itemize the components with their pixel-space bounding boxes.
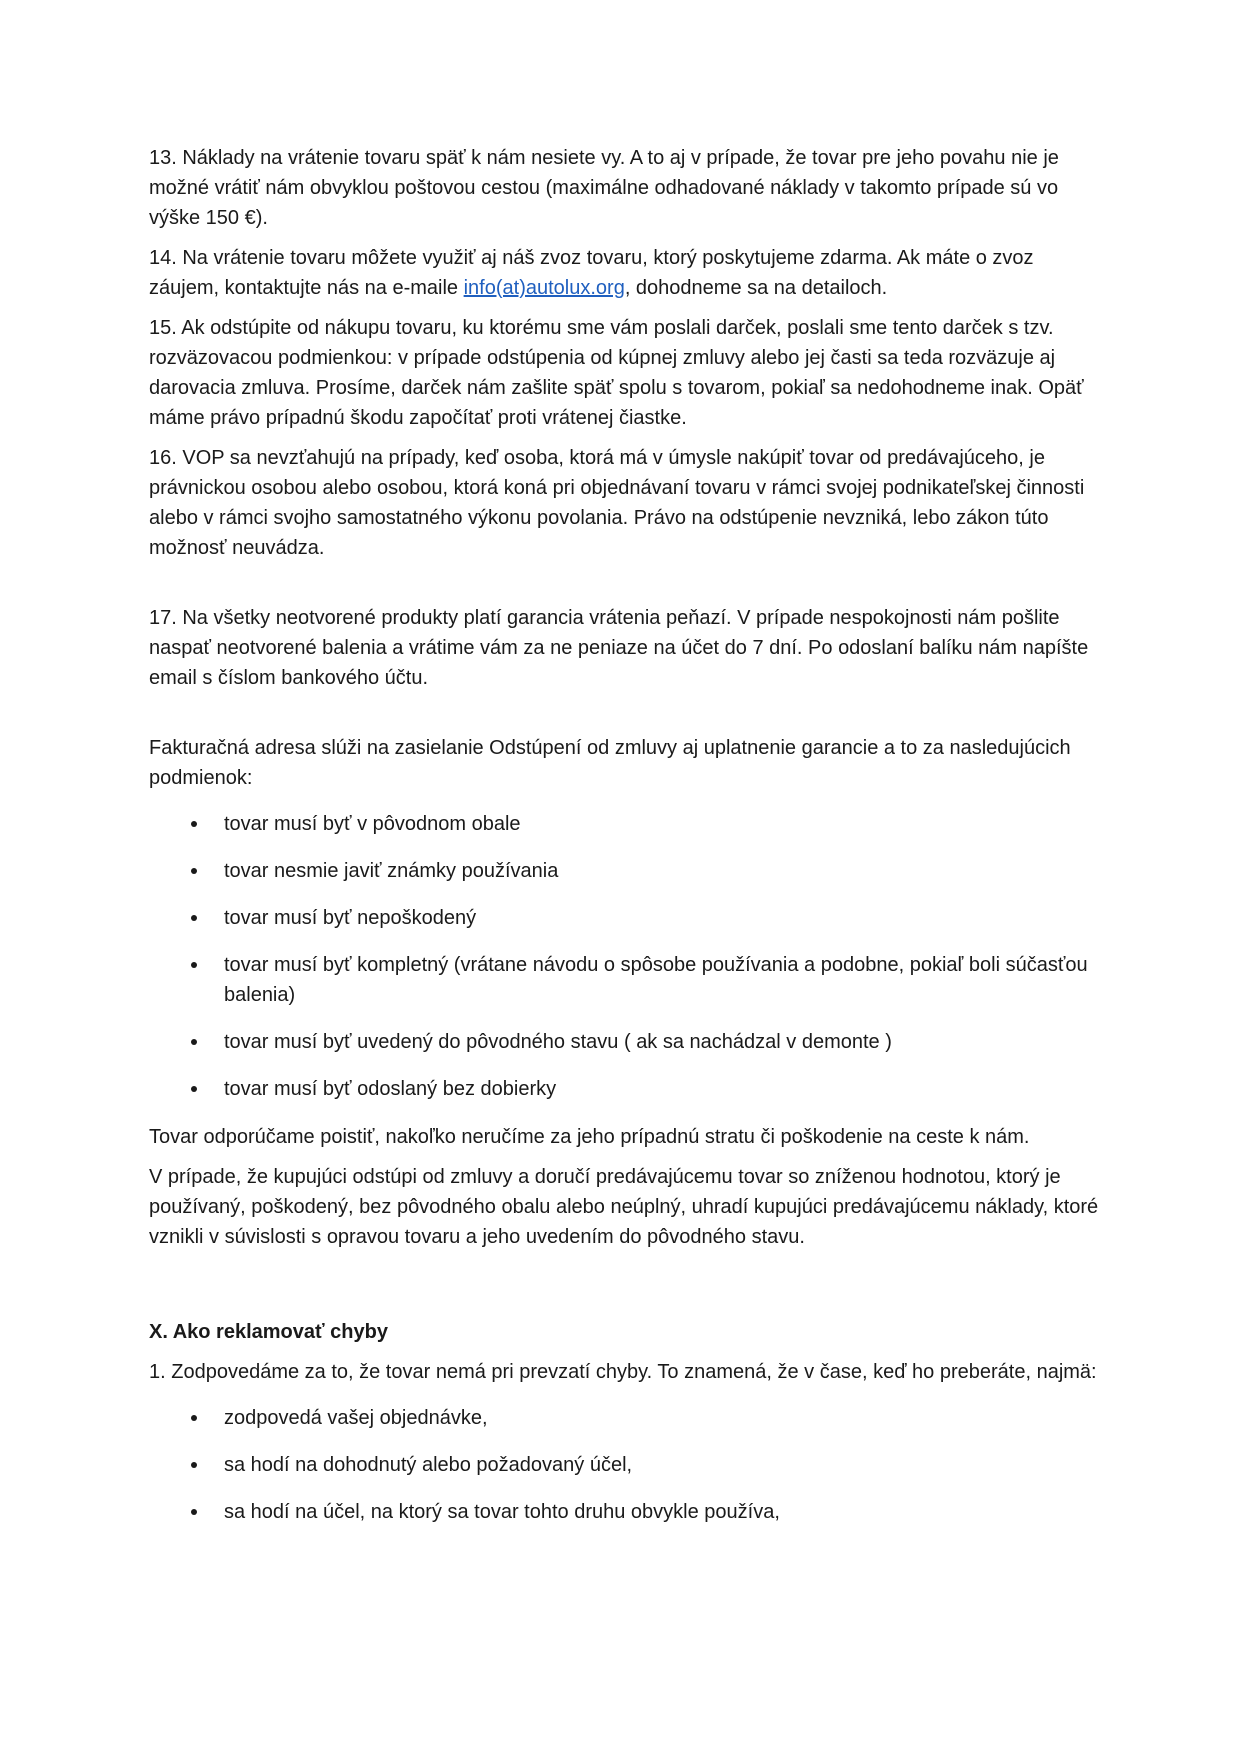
section-heading: X. Ako reklamovať chyby (149, 1321, 388, 1343)
list-item: sa hodí na účel, na ktorý sa tovar tohto druhu obvykle používa, (149, 1497, 1099, 1527)
damaged-goods-note: V prípade, že kupujúci odstúpi od zmluvy a doručí predávajúcemu tovar so zníženou hodnotou, ktorý je používaný, poškodený, bez pôvodného obalu alebo neúplný, uhradí kupujúci predávajúcemu náklady, ktoré vznikli v súvislosti s opravou tovaru a jeho uvedením do pôvodného stavu. (149, 1166, 1099, 1248)
paragraph-16: 16. VOP sa nevzťahujú na prípady, keď osoba, ktorá má v úmysle nakúpiť tovar od predávajúceho, je právnickou osobou alebo osobou, ktorá koná pri objednávaní tovaru v rámci svojej podnikateľskej činnosti alebo v rámci svojho samostatného výkonu povolania. Právo na odstúpenie nevzniká, lebo zákon túto možnosť neuvádza. (149, 447, 1085, 559)
insurance-note: Tovar odporúčame poistiť, nakoľko neručíme za jeho prípadnú stratu či poškodenie na ceste k nám. (149, 1126, 1030, 1148)
list-item: zodpovedá vašej objednávke, (149, 1403, 1099, 1433)
paragraph-14-text: 14. Na vrátenie tovaru môžete využiť aj náš zvoz tovaru, ktorý poskytujeme zdarma. Ak máte o zvoz záujem, kontaktujte nás na e-maile (149, 247, 1034, 299)
paragraph-17: 17. Na všetky neotvorené produkty platí garancia vrátenia peňazí. V prípade nespokojnosti nám pošlite naspať neotvorené balenia a vrátime vám za ne peniaze na účet do 7 dní. Po odoslaní balíku nám napíšte email s číslom bankového účtu. (149, 607, 1089, 689)
billing-intro: Fakturačná adresa slúži na zasielanie Odstúpení od zmluvy aj uplatnenie garancie a to za nasledujúcich podmienok: (149, 737, 1071, 789)
list-item: tovar musí byť nepoškodený (149, 903, 1099, 933)
paragraph-14 (149, 243, 1099, 303)
list-item: tovar nesmie javiť známky používania (149, 856, 1099, 886)
claim-list (149, 1403, 1099, 1527)
list-item: tovar musí byť uvedený do pôvodného stavu ( ak sa nachádzal v demonte ) (149, 1027, 1099, 1057)
list-item: tovar musí byť v pôvodnom obale (149, 809, 1099, 839)
list-item: sa hodí na dohodnutý alebo požadovaný účel, (149, 1450, 1099, 1480)
claim-paragraph-1: 1. Zodpovedáme za to, že tovar nemá pri prevzatí chyby. To znamená, že v čase, keď ho preberáte, najmä: (149, 1361, 1097, 1383)
paragraph-15: 15. Ak odstúpite od nákupu tovaru, ku ktorému sme vám poslali darček, poslali sme tento darček s tzv. rozväzovacou podmienkou: v prípade odstúpenia od kúpnej zmluvy alebo jej časti sa teda rozväzuje aj darovacia zmluva. Prosíme, darček nám zašlite späť spolu s tovarom, pokiaľ sa nedohodneme inak. Opäť máme právo prípadnú škodu započítať proti vrátenej čiastke. (149, 317, 1084, 429)
paragraph-13: 13. Náklady na vrátenie tovaru späť k nám nesiete vy. A to aj v prípade, že tovar pre jeho povahu nie je možné vrátiť nám obvyklou poštovou cestou (maximálne odhadované náklady v takomto prípade sú vo výške 150 €). (149, 147, 1059, 229)
paragraph-14-tail: , dohodneme sa na detailoch. (624, 277, 888, 299)
list-item: tovar musí byť odoslaný bez dobierky (149, 1074, 1099, 1104)
list-item: tovar musí byť kompletný (vrátane návodu o spôsobe používania a podobne, pokiaľ boli súčasťou balenia) (149, 950, 1099, 1010)
email-link[interactable]: info(at)autolux.org (463, 277, 625, 299)
document-page (149, 143, 1099, 1545)
conditions-list (149, 809, 1099, 1104)
